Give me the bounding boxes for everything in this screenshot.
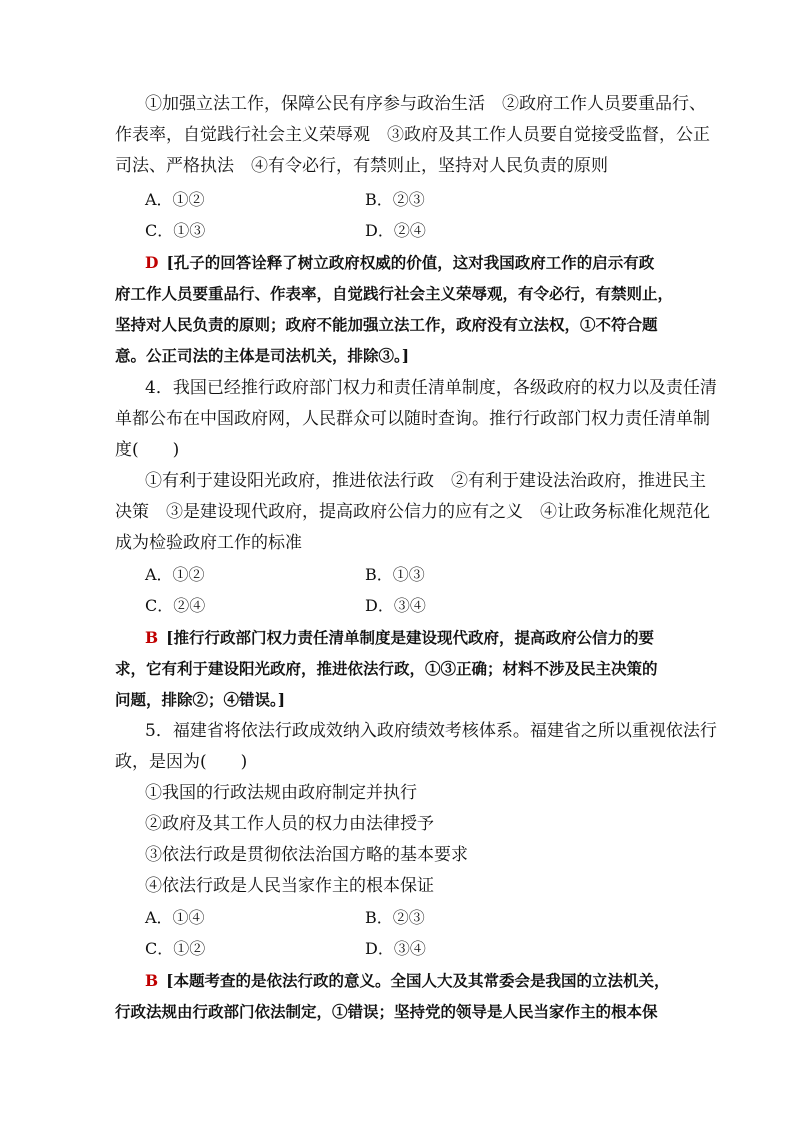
q5-option-c: C．①② [145,939,206,958]
q4-stem-line-3: 度( ) [115,440,180,460]
q3-item-line-2: 作表率，自觉践行社会主义荣辱观 ③政府及其工作人员要自觉接受监督，公正 [115,125,710,145]
q5-stem-line-1: 5．福建省将依法行政成效纳入政府绩效考核体系。福建省之所以重视依法行 [145,721,717,741]
q4-option-a: A．①② [145,565,205,584]
q3-option-a: A．①② [145,190,205,209]
q3-answer-letter: D [145,253,159,272]
q3-explanation-line-2: 府工作人员要重品行、作表率，自觉践行社会主义荣辱观，有令必行，有禁则止， [115,284,674,303]
q5-answer-letter: B [145,971,159,990]
q5-option-d: D．③④ [365,939,426,958]
q4-option-c: C．②④ [145,596,206,615]
q4-option-b: B．①③ [365,565,425,584]
q3-explanation-line-3: 坚持对人民负责的原则；政府不能加强立法工作，政府没有立法权，①不符合题 [115,315,658,334]
q5-item-2: ②政府及其工作人员的权力由法律授予 [145,814,434,834]
q5-option-b: B．②③ [365,908,425,927]
q3-option-d: D．②④ [365,221,426,240]
q3-item-line-3: 司法、严格执法 ④有令必行，有禁则止，坚持对人民负责的原则 [115,156,608,176]
q4-answer-letter: B [145,628,159,647]
q5-option-a: A．①④ [145,908,205,927]
q4-explanation-line-2: 求，它有利于建设阳光政府，推进依法行政，①③正确；材料不涉及民主决策的 [115,659,658,678]
q4-explanation-line-1: B [推行行政部门权力责任清单制度是建设现代政府，提高政府公信力的要 [145,628,654,647]
q4-option-d: D．③④ [365,596,426,615]
q5-stem-line-2: 政，是因为( ) [115,752,248,772]
q4-stem-line-1: 4．我国已经推行政府部门权力和责任清单制度，各级政府的权力以及责任清 [145,378,717,398]
q4-item-line-2: 决策 ③是建设现代政府，提高政府公信力的应有之义 ④让政务标准化规范化 [115,502,710,522]
q4-explanation-line-3: 问题，排除②；④错误。] [115,690,286,709]
q5-item-4: ④依法行政是人民当家作主的根本保证 [145,876,434,896]
q3-option-c: C．①③ [145,221,206,240]
q5-item-1: ①我国的行政法规由政府制定并执行 [145,783,417,803]
q3-explanation-line-4: 意。公正司法的主体是司法机关，排除③。] [115,346,410,365]
q3-item-line-1: ①加强立法工作，保障公民有序参与政治生活 ②政府工作人员要重品行、 [145,94,706,114]
q4-item-line-1: ①有利于建设阳光政府，推进依法行政 ②有利于建设法治政府，推进民主 [145,471,706,491]
q4-stem-line-2: 单都公布在中国政府网，人民群众可以随时查询。推行行政部门权力责任清单制 [115,409,710,429]
q5-explanation-line-1: B [本题考查的是依法行政的意义。全国人大及其常委会是我国的立法机关， [145,971,670,990]
q4-item-line-3: 成为检验政府工作的标准 [115,533,302,553]
q3-option-b: B．②③ [365,190,425,209]
q5-explanation-line-2: 行政法规由行政部门依法制定，①错误；坚持党的领导是人民当家作主的根本保 [115,1002,658,1021]
q5-item-3: ③依法行政是贯彻依法治国方略的基本要求 [145,845,468,865]
q3-explanation-line-1: D [孔子的回答诠释了树立政府权威的价值，这对我国政府工作的启示有政 [145,253,655,272]
